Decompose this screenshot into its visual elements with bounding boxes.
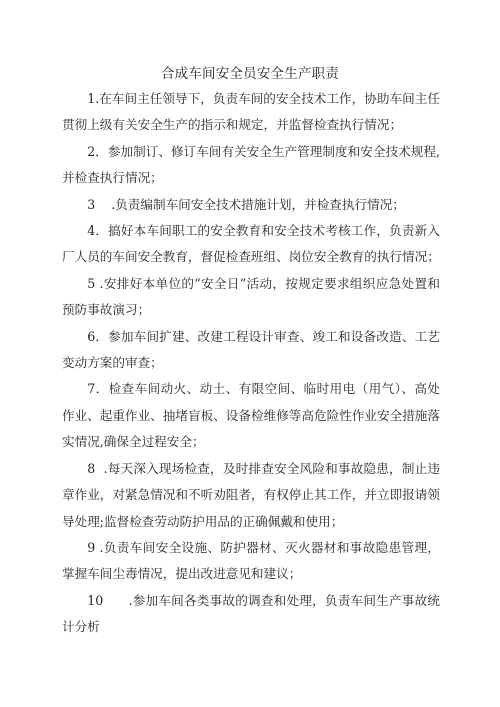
duty-item-9: 9 .负责车间安全设施、防护器材、灭火器材和事故隐患管理，掌握车间尘毒情况，提出改进意见和建议； xyxy=(62,539,440,582)
duty-item-1: 1.在车间主任领导下，负责车间的安全技术工作，协助车间主任贯彻上级有关安全生产的指示和规定，并监督检查执行情况； xyxy=(62,91,440,133)
duty-item-8: 8 .每天深入现场检查，及时排查安全风险和事故隐患，制止违章作业，对紧急情况和不听劝阻者，有权停止其工作，并立即报请领导处理;监督检查劳动防护用品的正确佩戴和使用； xyxy=(62,460,440,529)
duty-item-7: 7．检查车间动火、动土、有限空间、临时用电（用气）、高处作业、起重作业、抽堵盲板、设备检维修等高危险性作业安全措施落实情况,确保全过程安全； xyxy=(62,381,440,450)
duty-item-3: 3 .负责编制车间安全技术措施计划，并检查执行情况； xyxy=(87,196,405,212)
duty-item-10: 10 .参加车间各类事故的调查和处理，负责车间生产事故统计分析 xyxy=(62,592,440,635)
duty-item-5: 5 .安排好本单位的“安全日”活动，按规定要求组织应急处置和预防事故演习； xyxy=(62,275,440,318)
document-title: 合成车间安全员安全生产职责 xyxy=(160,66,340,82)
duty-item-2: 2．参加制订、修订车间有关安全生产管理制度和安全技术规程,并检查执行情况； xyxy=(62,143,440,186)
duty-item-4: 4．搞好本车间职工的安全教育和安全技术考核工作，负责新入厂人员的车间安全教育，督促检查班组、岗位安全教育的执行情况； xyxy=(62,223,440,265)
duty-item-6: 6．参加车间扩建、改建工程设计审查、竣工和设备改造、工艺变动方案的审查； xyxy=(62,328,440,371)
document-body xyxy=(62,86,440,641)
